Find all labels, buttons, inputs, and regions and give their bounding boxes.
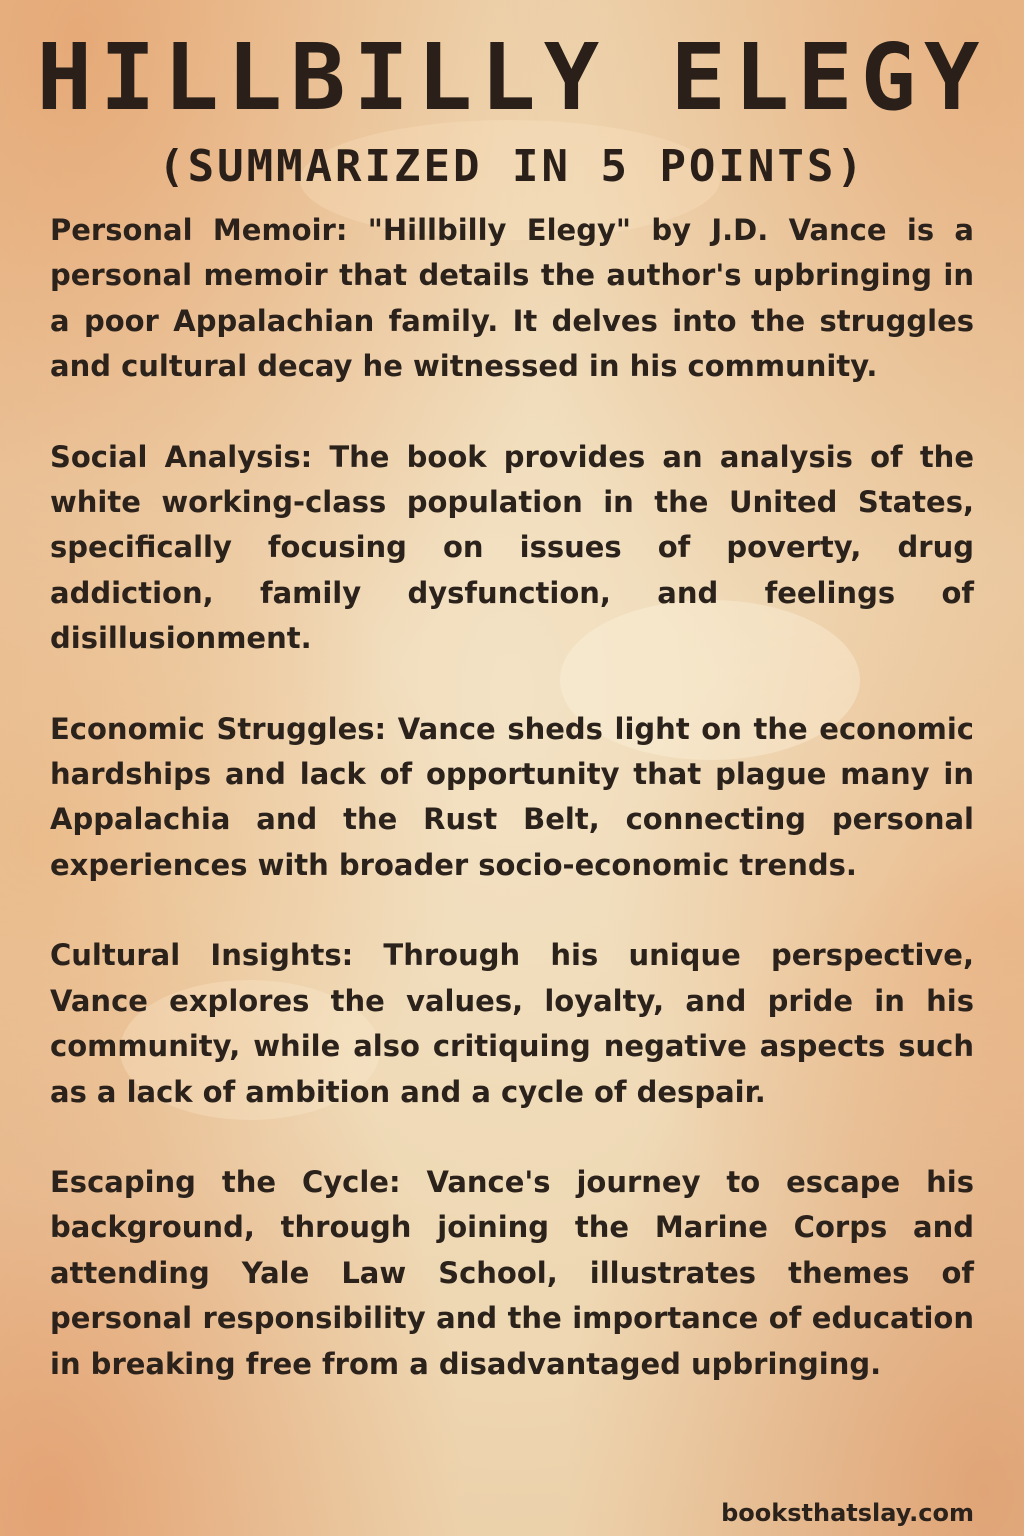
point-personal-memoir: Personal Memoir: "Hillbilly Elegy" by J.D. Vance is a personal memoir that details the author's upbringing in a poor Appalachian family. It delves into the struggles and cultural decay he witnessed in his community. [50,213,974,384]
page-subtitle: (SUMMARIZED IN 5 POINTS) [158,141,866,192]
point-economic-struggles: Economic Struggles: Vance sheds light on the economic hardships and lack of opportunity that plague many in Appalachia and the Rust Belt, connecting personal experiences with broader socio-economic trends. [50,711,974,882]
page-title: HILLBILLY ELEGY [36,24,988,131]
point-social-analysis: Social Analysis: The book provides an analysis of the white working-class population in the United States, specifically focusing on issues of poverty, drug addiction, family dysfunction, and feelings of disillusionment. [50,439,974,656]
point-escaping-the-cycle: Escaping the Cycle: Vance's journey to escape his background, through joining the Marine Corps and attending Yale Law School, illustrates themes of personal responsibility and the importance of education in breaking free from a disadvantaged upbringing. [50,1164,974,1381]
site-credit: booksthatslay.com [721,1499,974,1527]
summary-points [50,208,974,1432]
point-cultural-insights: Cultural Insights: Through his unique perspective, Vance explores the values, loyalty, and pride in his community, while also critiquing negative aspects such as a lack of ambition and a cycle of despair. [50,938,974,1109]
